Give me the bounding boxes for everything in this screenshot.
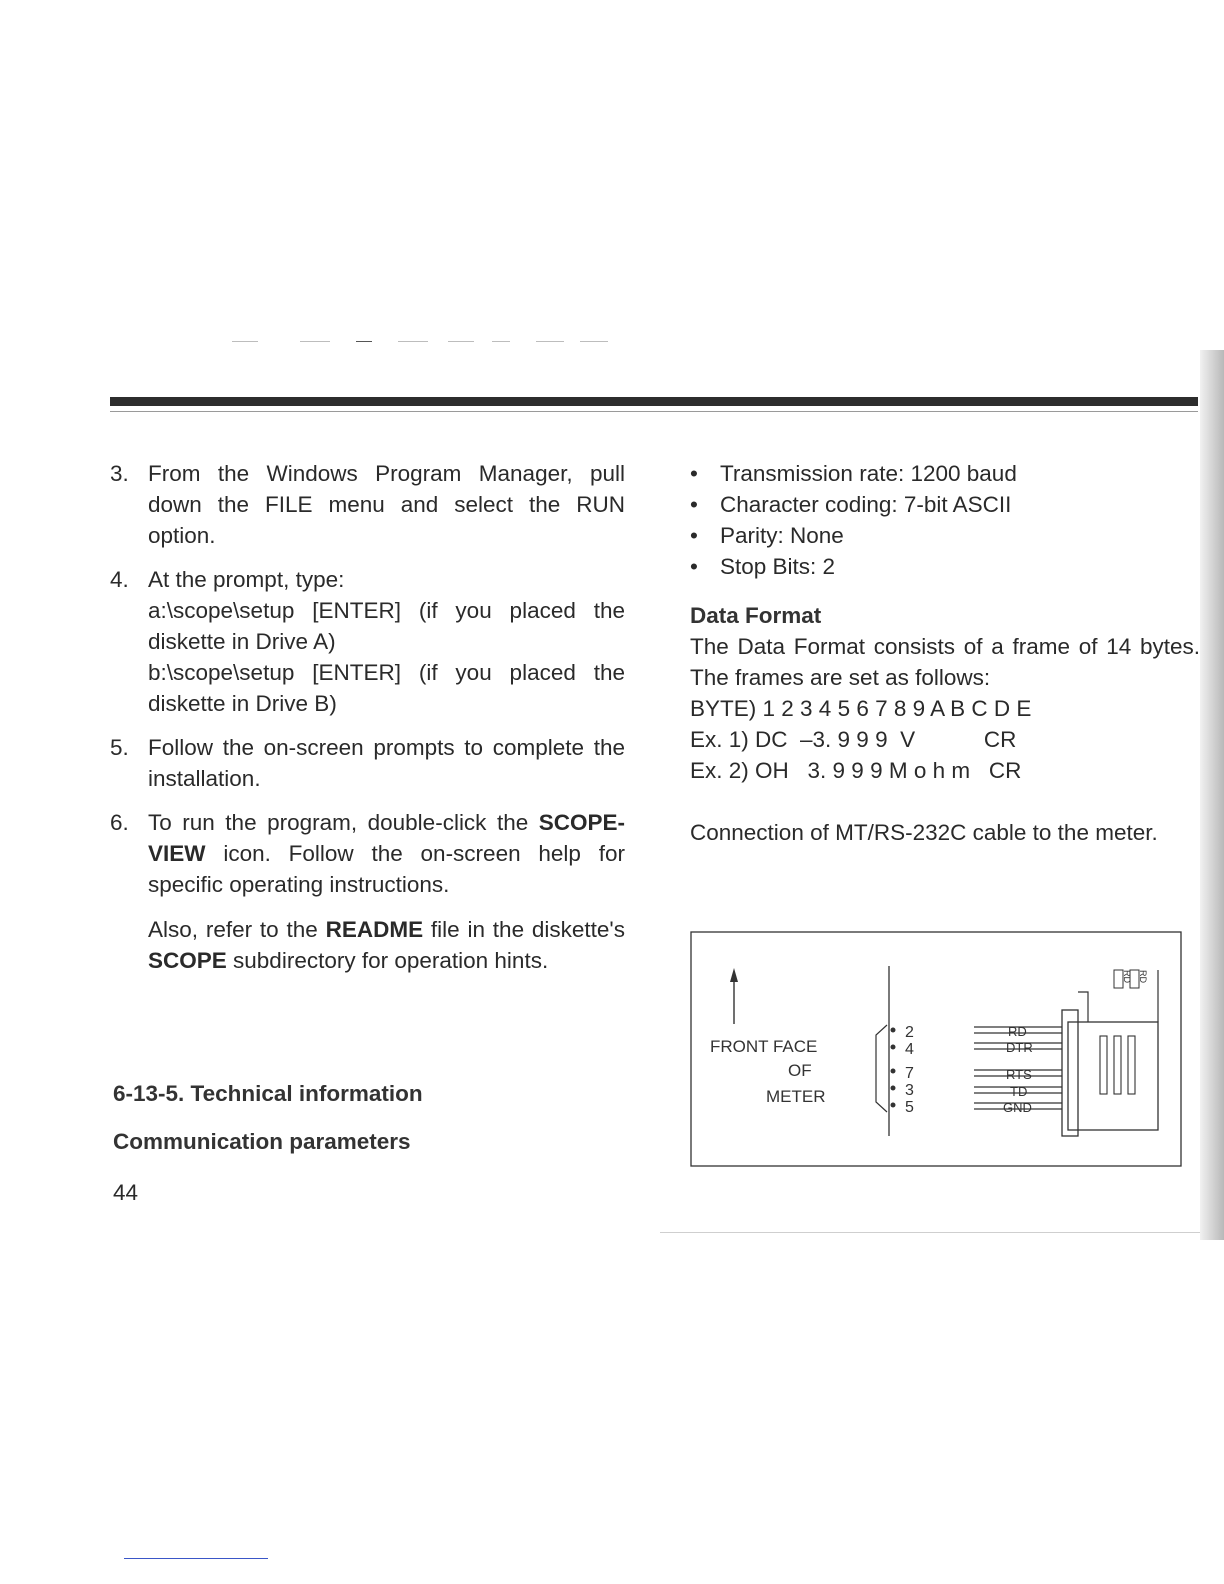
plug-slot	[1114, 1036, 1121, 1094]
command: a:\scope\setup	[148, 598, 295, 623]
pin-dot	[891, 1028, 896, 1033]
also-note	[110, 914, 625, 976]
note-text: Also, refer to the	[148, 917, 326, 942]
plug-slot	[1100, 1036, 1107, 1094]
signal-label: RD	[1008, 1024, 1027, 1039]
section-title: 6-13-5. Technical information	[113, 1081, 423, 1106]
plug-top	[1078, 992, 1088, 1022]
signal-label: DTR	[1006, 1040, 1033, 1055]
signal-label: GND	[1003, 1100, 1032, 1115]
page-edge-shadow	[1200, 350, 1224, 1240]
param-text: Parity: None	[720, 523, 844, 548]
command-line-a	[148, 595, 625, 657]
plug-slot	[1128, 1036, 1135, 1094]
step-text: At the prompt, type:	[148, 567, 345, 592]
readme-name: README	[325, 917, 424, 942]
key-label: [ENTER]	[312, 660, 401, 685]
arrow-head-icon	[730, 968, 738, 982]
scan-dash-7	[536, 341, 564, 342]
step-number: 6.	[110, 810, 129, 835]
scan-dash-3	[356, 341, 372, 342]
example-row-2: Ex. 2) OH 3. 9 9 9 M o h m CR	[690, 758, 1022, 783]
param-item	[690, 489, 1200, 520]
step-3	[110, 458, 625, 551]
plug-body	[1068, 1022, 1158, 1130]
data-format-text: The Data Format consists of a frame of 14 bytes. The frames are set as follows:	[690, 634, 1200, 690]
pin-number: 5	[905, 1099, 914, 1116]
front-face-label: METER	[766, 1087, 826, 1106]
connector-bracket	[876, 1025, 887, 1112]
scan-dash-4	[398, 341, 428, 342]
param-text: Character coding: 7-bit ASCII	[720, 492, 1012, 517]
pin-dot	[891, 1069, 896, 1074]
step-text-cont: icon. Follow the on-screen help for specific operating instructions.	[148, 841, 625, 897]
program-name: SCOPE-VIEW	[148, 810, 625, 866]
top-pin-label: RD	[1122, 970, 1132, 983]
param-item	[690, 520, 1200, 551]
pin-number: 7	[905, 1065, 914, 1082]
left-column	[110, 458, 625, 976]
step-5	[110, 732, 625, 794]
front-face-label: OF	[788, 1061, 812, 1080]
front-face-label: FRONT FACE	[710, 1037, 818, 1056]
pin-number: 2	[905, 1024, 914, 1041]
step-number: 3.	[110, 461, 129, 486]
command: b:\scope\setup	[148, 660, 295, 685]
param-item	[690, 551, 1200, 582]
param-text: Stop Bits: 2	[720, 554, 836, 579]
command-note: (if you placed the diskette in Drive B)	[148, 660, 625, 716]
param-item	[690, 458, 1200, 489]
scan-dash-8	[580, 341, 608, 342]
pin-dot	[891, 1103, 896, 1108]
signal-label: TD	[1010, 1084, 1028, 1099]
pin-number: 3	[905, 1082, 914, 1099]
note-text-end: subdirectory for operation hints.	[226, 948, 549, 973]
scope-name: SCOPE	[148, 948, 227, 973]
bottom-rule	[660, 1232, 1200, 1233]
bullet-icon: •	[690, 523, 698, 548]
scan-dash-5	[448, 341, 474, 342]
connection-caption: Connection of MT/RS-232C cable to the meter.	[690, 820, 1158, 845]
plug-flange	[1062, 1010, 1078, 1136]
pin-dot	[891, 1045, 896, 1050]
step-4	[110, 564, 625, 719]
key-label: [ENTER]	[312, 598, 401, 623]
scan-dash-2	[300, 341, 330, 342]
page-number: 44	[113, 1180, 139, 1205]
top-pin-box	[1114, 970, 1123, 988]
footer-rule	[124, 1558, 268, 1559]
data-format-title: Data Format	[690, 603, 822, 628]
header-rule	[110, 397, 1198, 406]
rs232-connection-diagram	[690, 930, 1182, 1168]
header-rule-thin	[110, 411, 1198, 412]
bullet-icon: •	[690, 554, 698, 579]
step-6	[110, 807, 625, 900]
signal-label: RTS	[1006, 1067, 1032, 1082]
scan-dash-6	[492, 341, 510, 342]
byte-row: BYTE) 1 2 3 4 5 6 7 8 9 A B C D E	[690, 696, 1032, 721]
step-number: 5.	[110, 735, 129, 760]
bullet-icon: •	[690, 461, 698, 486]
scan-dash-1	[232, 341, 258, 342]
step-text: To run the program, double-click the	[148, 810, 539, 835]
pin-dot	[891, 1086, 896, 1091]
note-text-mid: file in the diskette's	[423, 917, 625, 942]
subsection-title: Communication parameters	[113, 1129, 411, 1154]
step-text: From the Windows Program Manager, pull down the FILE menu and select the RUN option.	[148, 461, 625, 548]
bullet-icon: •	[690, 492, 698, 517]
top-pin-label: RD	[1138, 970, 1148, 983]
step-text: Follow the on-screen prompts to complete the installation.	[148, 735, 625, 791]
param-text: Transmission rate: 1200 baud	[720, 461, 1017, 486]
pin-number: 4	[905, 1041, 914, 1058]
command-line-b	[148, 657, 625, 719]
command-note: (if you placed the diskette in Drive A)	[148, 598, 625, 654]
example-row-1: Ex. 1) DC –3. 9 9 9 V CR	[690, 727, 1017, 752]
right-column	[690, 458, 1200, 848]
step-number: 4.	[110, 567, 129, 592]
